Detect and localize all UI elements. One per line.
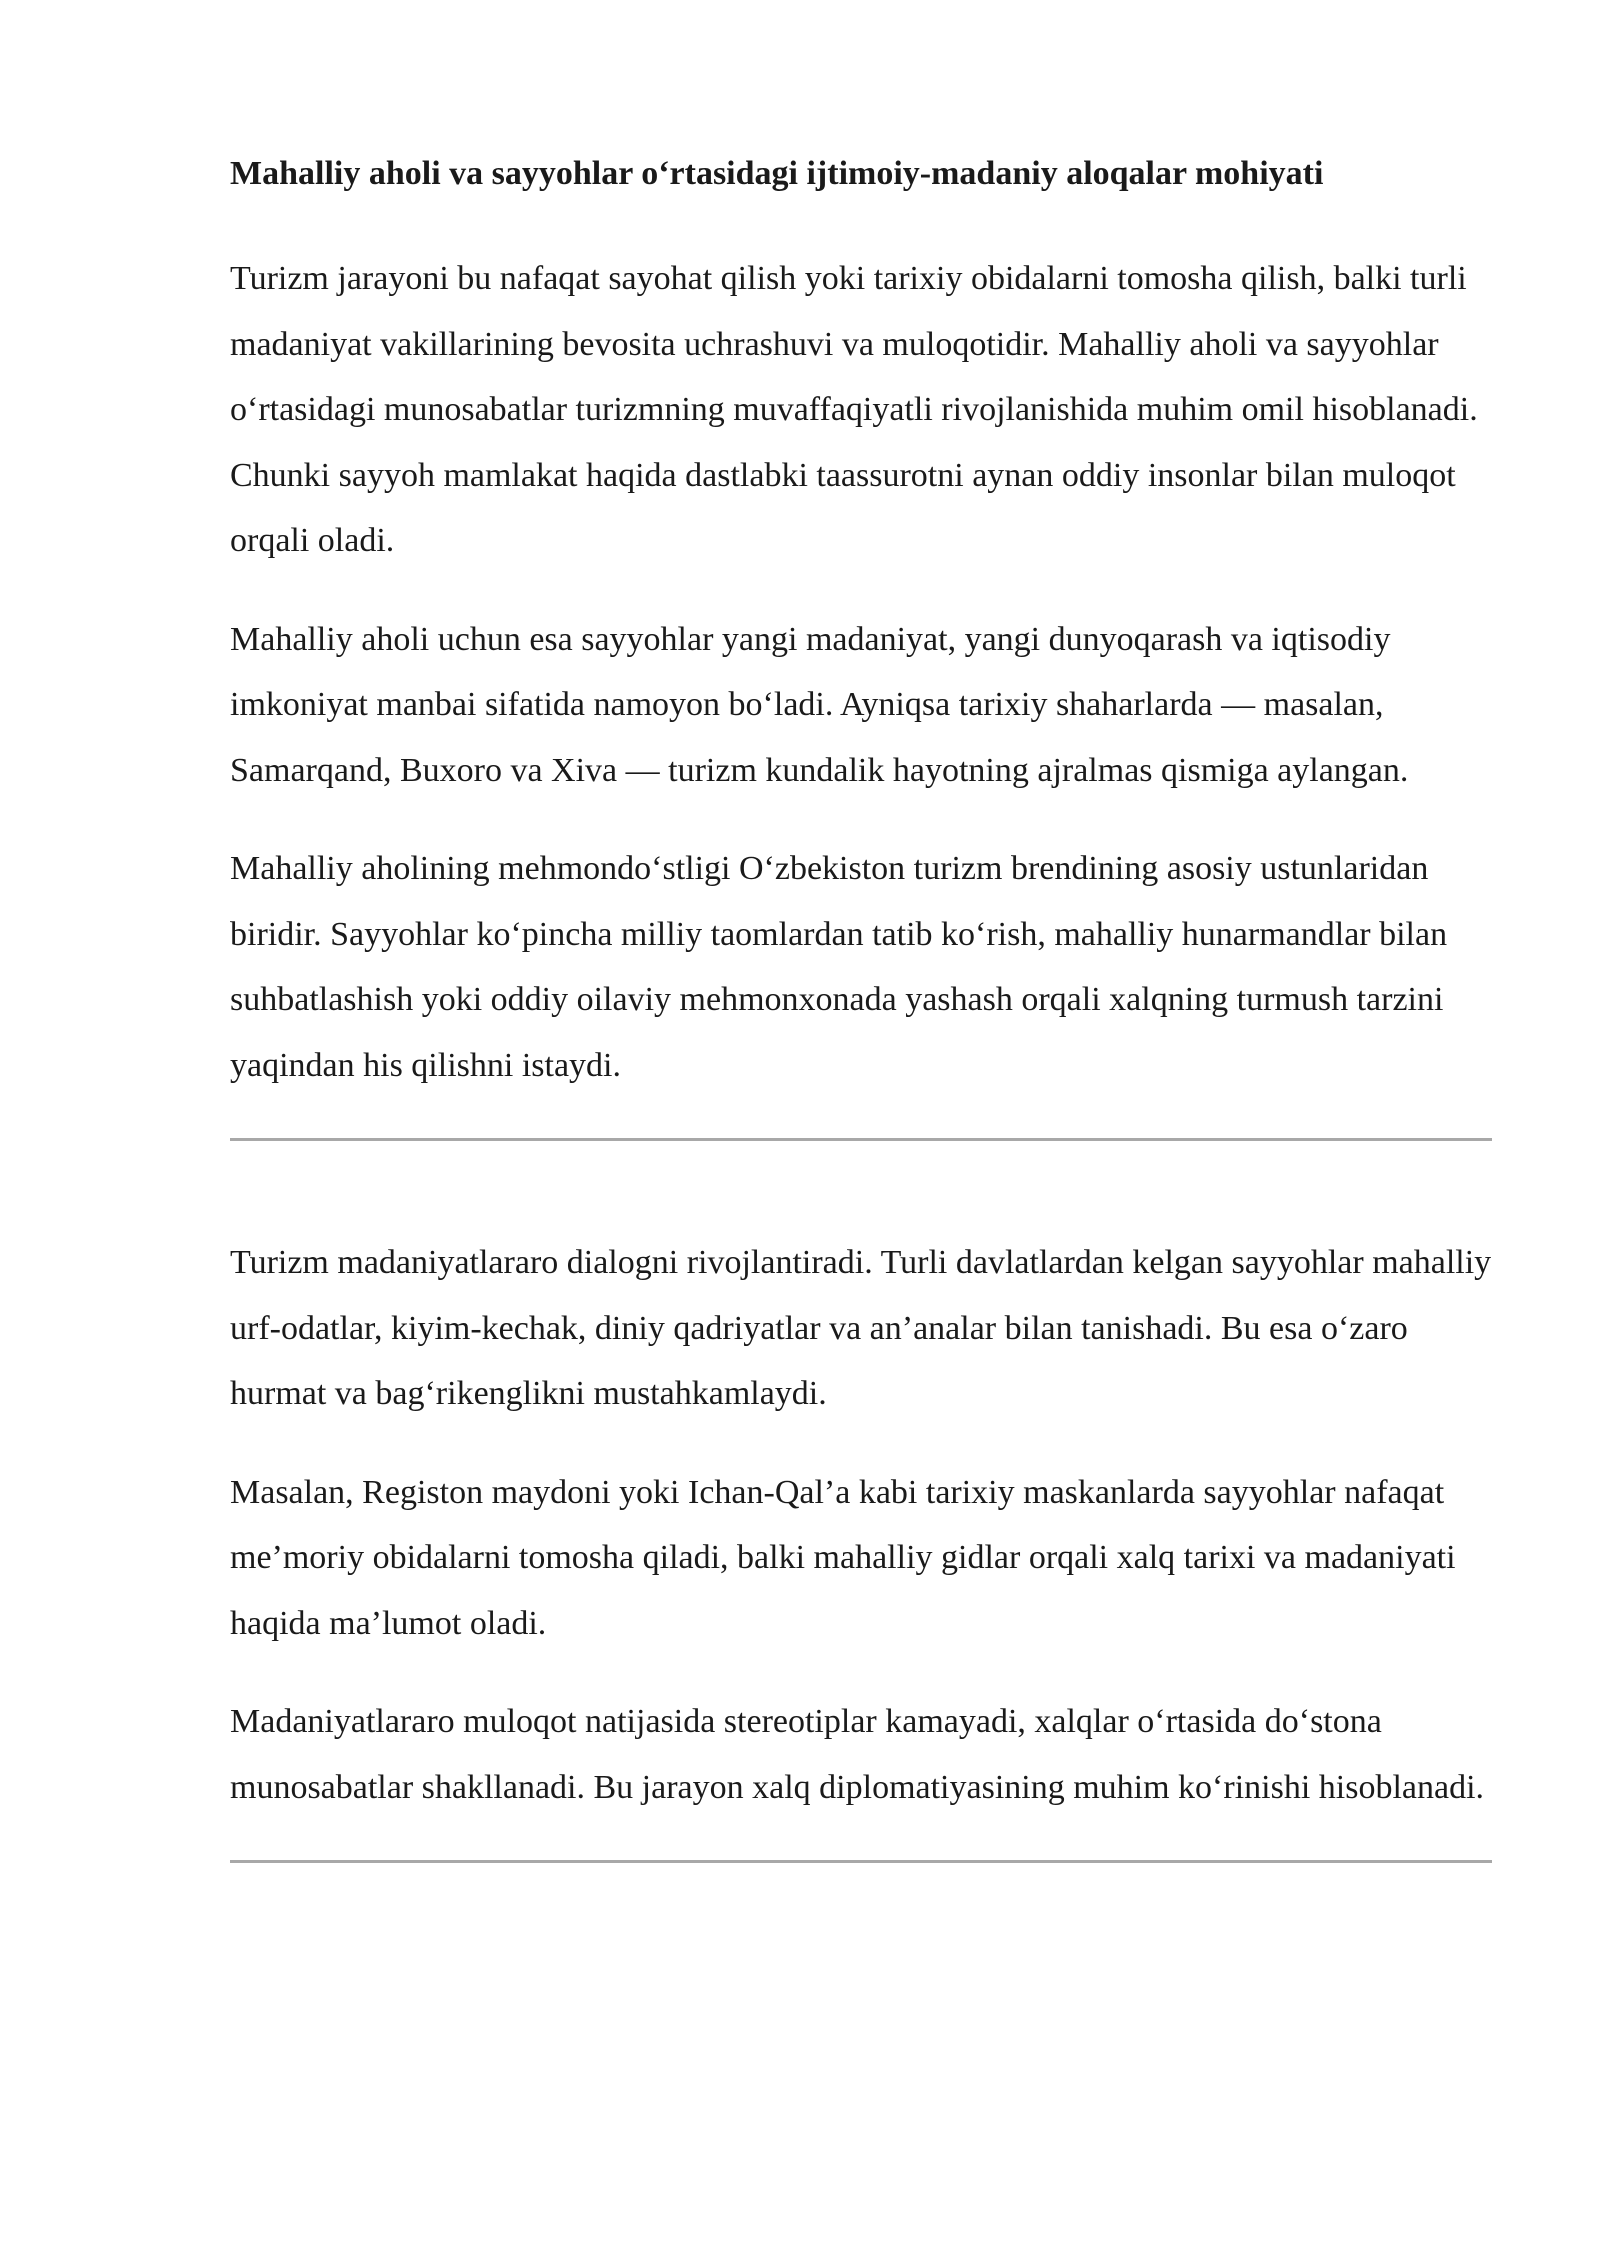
horizontal-divider — [230, 1138, 1492, 1141]
paragraph-5: Masalan, Registon maydoni yoki Ichan-Qal’a kabi tarixiy maskanlarda sayyohlar nafaqat me’moriy obidalarni tomosha qiladi, balki mahalliy gidlar orqali xalq tarixi va madaniyati haqida ma’lumot oladi. — [230, 1473, 1456, 1642]
paragraph-4: Turizm madaniyatlararo dialogni rivojlantiradi. Turli davlatlardan kelgan sayyohlar mahalliy urf-odatlar, kiyim-kechak, diniy qadriyatlar va an’analar bilan tanishadi. Bu esa o‘zaro hurmat va bag‘rikenglikni mustahkamlaydi. — [230, 1244, 1492, 1412]
paragraph-1: Turizm jarayoni bu nafaqat sayohat qilish yoki tarixiy obidalarni tomosha qilish, balki turli madaniyat vakillarining bevosita uchrashuvi va muloqotidir. Mahalliy aholi va sayyohlar o‘rtasidagi munosabatlar turizmning muvaffaqiyatli rivojlanishida muhim omil hisoblanadi. Chunki sayyoh mamlakat haqida dastlabki taassurotni aynan oddiy insonlar bilan muloqot orqali oladi. — [230, 260, 1478, 559]
paragraph-6: Madaniyatlararo muloqot natijasida stereotiplar kamayadi, xalqlar o‘rtasida do‘stona munosabatlar shakllanadi. Bu jarayon xalq diplomatiyasining muhim ko‘rinishi hisoblanadi. — [230, 1703, 1485, 1806]
document-page — [230, 152, 1492, 1863]
paragraph-2: Mahalliy aholi uchun esa sayyohlar yangi madaniyat, yangi dunyoqarash va iqtisodiy imkoniyat manbai sifatida namoyon bo‘ladi. Ayniqsa tarixiy shaharlarda — masalan, Samarqand, Buxoro va Xiva — turizm kundalik hayotning ajralmas qismiga aylangan. — [230, 620, 1409, 789]
section-heading: Mahalliy aholi va sayyohlar o‘rtasidagi ijtimoiy-madaniy aloqalar mohiyati — [230, 155, 1324, 192]
paragraph-3: Mahalliy aholining mehmondo‘stligi O‘zbekiston turizm brendining asosiy ustunlaridan biridir. Sayyohlar ko‘pincha milliy taomlardan tatib ko‘rish, mahalliy hunarmandlar bilan suhbatlashish yoki oddiy oilaviy mehmonxonada yashash orqali xalqning turmush tarzini yaqindan his qilishni istaydi. — [230, 850, 1448, 1084]
horizontal-divider — [230, 1860, 1492, 1863]
